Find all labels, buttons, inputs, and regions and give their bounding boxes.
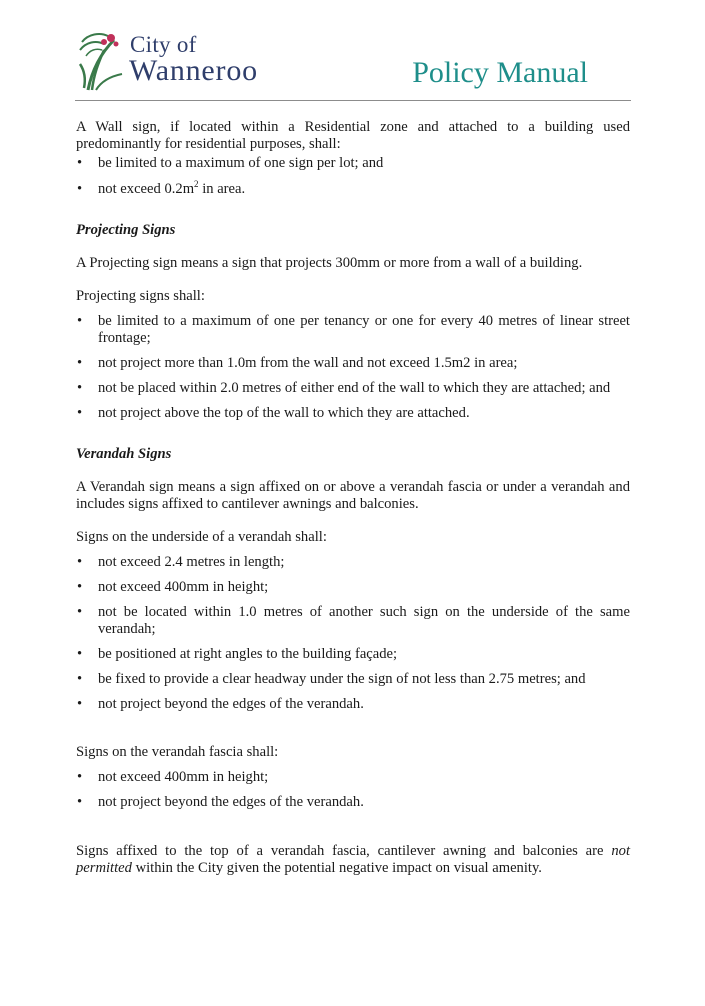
list-item: • not project above the top of the wall to which they are attached. <box>77 405 470 421</box>
bullet-icon: • <box>77 794 83 810</box>
bullet-icon: • <box>77 671 83 687</box>
projecting-signs-definition: A Projecting sign means a sign that projects 300mm or more from a wall of a building. <box>76 255 583 271</box>
list-item: • not project more than 1.0m from the wall and not exceed 1.5m2 in area; <box>77 355 518 371</box>
policy-body <box>76 119 630 877</box>
bullet-icon: • <box>77 579 83 595</box>
verandah-underside-lead: Signs on the underside of a verandah shall: <box>76 529 327 545</box>
manual-title: Policy Manual <box>412 56 588 89</box>
logo-name-text: Wanneroo <box>129 54 258 87</box>
projecting-signs-list <box>76 313 630 422</box>
verandah-fascia-list <box>76 769 630 811</box>
projecting-signs-lead: Projecting signs shall: <box>76 288 205 304</box>
verandah-fascia-lead: Signs on the verandah fascia shall: <box>76 744 279 760</box>
bullet-icon: • <box>77 313 83 329</box>
list-item: • not exceed $0.2m^2$ in area. <box>77 179 246 197</box>
bullet-icon: • <box>77 604 83 620</box>
verandah-signs-heading: Verandah Signs <box>76 446 172 462</box>
list-item: • not exceed 400mm in height; <box>77 579 269 595</box>
bullet-icon: • <box>77 181 83 197</box>
list-item: • not project beyond the edges of the verandah. <box>77 696 364 712</box>
bullet-icon: • <box>77 554 83 570</box>
bullet-icon: • <box>77 405 83 421</box>
list-item: • be limited to a maximum of one sign per lot; and <box>77 155 384 171</box>
bullet-icon: • <box>77 380 83 396</box>
list-item: • not exceed 400mm in height; <box>77 769 269 785</box>
bullet-icon: • <box>77 769 83 785</box>
verandah-closing-paragraph: Signs affixed to the top of a verandah fascia, cantilever awning and balconies are not permitted within the City given the potential negative impact on visual amenity. <box>76 843 630 876</box>
bullet-icon: • <box>77 355 83 371</box>
logo-city-text: City of <box>130 32 197 57</box>
wall-sign-intro: A Wall sign, if located within a Residential zone and attached to a building used predominantly for residential purposes, shall: <box>76 119 630 152</box>
list-item: • be limited to a maximum of one per tenancy or one for every 40 metres of linear street frontage; <box>77 313 630 346</box>
page-header <box>0 0 705 104</box>
bullet-icon: • <box>77 696 83 712</box>
bullet-icon: • <box>77 646 83 662</box>
list-item: • not be placed within 2.0 metres of either end of the wall to which they are attached; and <box>77 380 611 396</box>
wall-sign-list <box>76 155 630 198</box>
list-item: • be fixed to provide a clear headway under the sign of not less than 2.75 metres; and <box>77 671 586 687</box>
list-item: • not be located within 1.0 metres of another such sign on the underside of the same verandah; <box>77 604 630 637</box>
list-item: • not project beyond the edges of the verandah. <box>77 794 364 810</box>
city-logo <box>78 30 278 92</box>
bullet-icon: • <box>77 155 83 171</box>
not-permitted-emphasis: not permitted <box>76 843 630 876</box>
verandah-signs-definition: A Verandah sign means a sign affixed on or above a verandah fascia or under a verandah and includes signs affixed to cantilever awnings and balconies. <box>76 479 630 512</box>
verandah-underside-list <box>76 554 630 713</box>
header-divider <box>75 100 631 101</box>
list-item: • not exceed 2.4 metres in length; <box>77 554 285 570</box>
list-item: • be positioned at right angles to the building façade; <box>77 646 398 662</box>
projecting-signs-heading: Projecting Signs <box>76 222 176 238</box>
